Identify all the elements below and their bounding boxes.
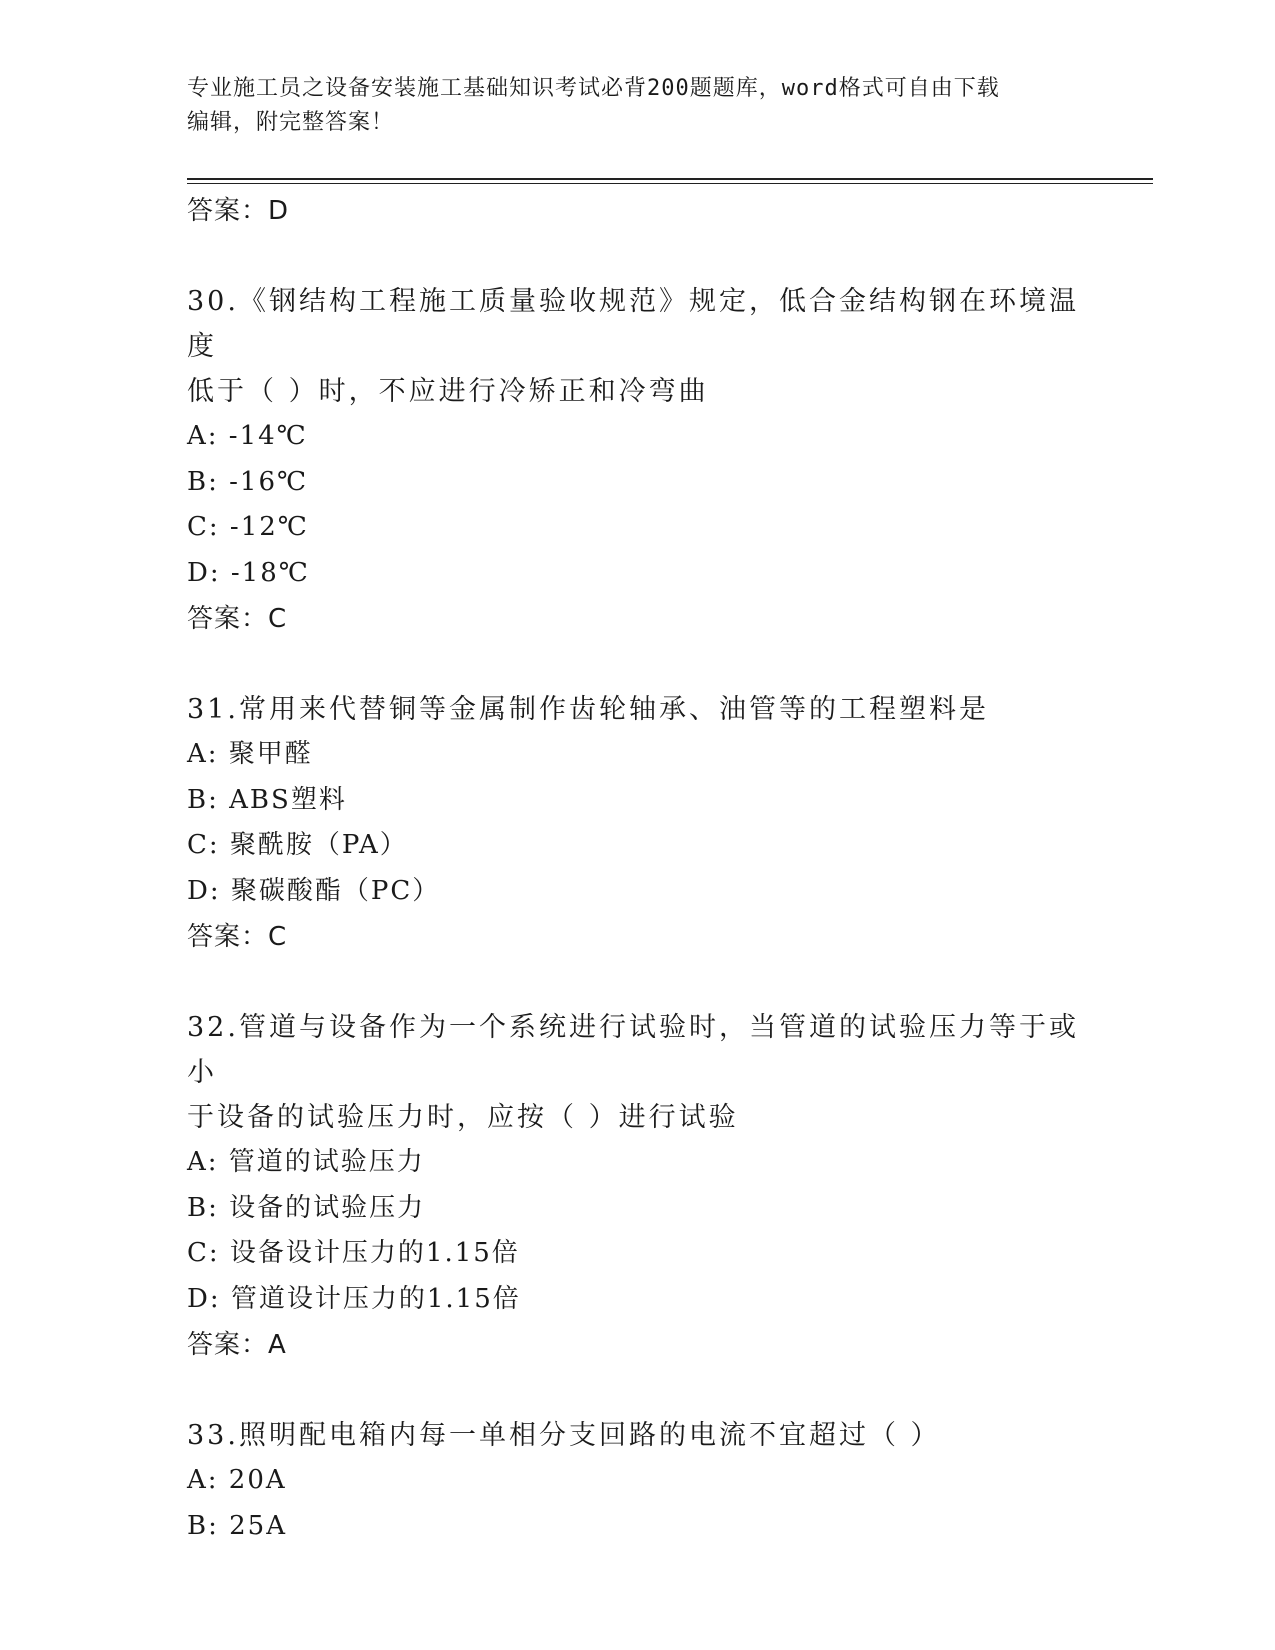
question-stem: 31.常用来代替铜等金属制作齿轮轴承、油管等的工程塑料是 [187,694,989,725]
option-a: A: 管道的试验压力 [187,1147,425,1177]
option-b: B: 25A [187,1510,287,1541]
answer-line: 答案：C [187,922,288,952]
option-a: A: 聚甲醛 [187,739,313,769]
option-b: B: -16℃ [187,466,309,497]
option-c: C: 聚酰胺（PA） [187,830,408,860]
option-b: B: 设备的试验压力 [187,1192,426,1223]
question-33 [187,1413,1087,1549]
question-stem: 32.管道与设备作为一个系统进行试验时，当管道的试验压力等于或小 [187,1012,1079,1088]
option-a: A: -14℃ [187,421,308,451]
answer-line: 答案：D [187,196,290,226]
option-d: D: 管道设计压力的1.15倍 [187,1283,521,1314]
header-divider-thick [187,178,1153,180]
option-a: A: 20A [187,1465,287,1495]
document-body [187,188,1087,1549]
question-stem: 低于（ ）时，不应进行冷矫正和冷弯曲 [187,376,709,407]
document-header [187,72,1087,140]
answer-line: 答案：C [187,604,288,634]
header-line-2: 编辑，附完整答案！ [187,110,395,135]
option-d: D: 聚碳酸酯（PC） [187,875,441,906]
option-d: D: -18℃ [187,557,310,588]
question-stem: 33.照明配电箱内每一单相分支回路的电流不宜超过（ ） [187,1420,941,1451]
answer-line: 答案：A [187,1330,287,1360]
question-31 [187,687,1087,960]
option-c: C: 设备设计压力的1.15倍 [187,1238,520,1268]
question-30 [187,279,1087,642]
question-stem: 30.《钢结构工程施工质量验收规范》规定，低合金结构钢在环境温度 [187,286,1079,362]
option-b: B: ABS塑料 [187,784,347,815]
question-stem: 于设备的试验压力时，应按（ ）进行试验 [187,1102,739,1133]
header-line-1: 专业施工员之设备安装施工基础知识考试必背200题题库，word格式可自由下载 [187,76,1000,101]
question-32 [187,1005,1087,1368]
header-divider-thin [187,183,1153,184]
option-c: C: -12℃ [187,512,309,542]
